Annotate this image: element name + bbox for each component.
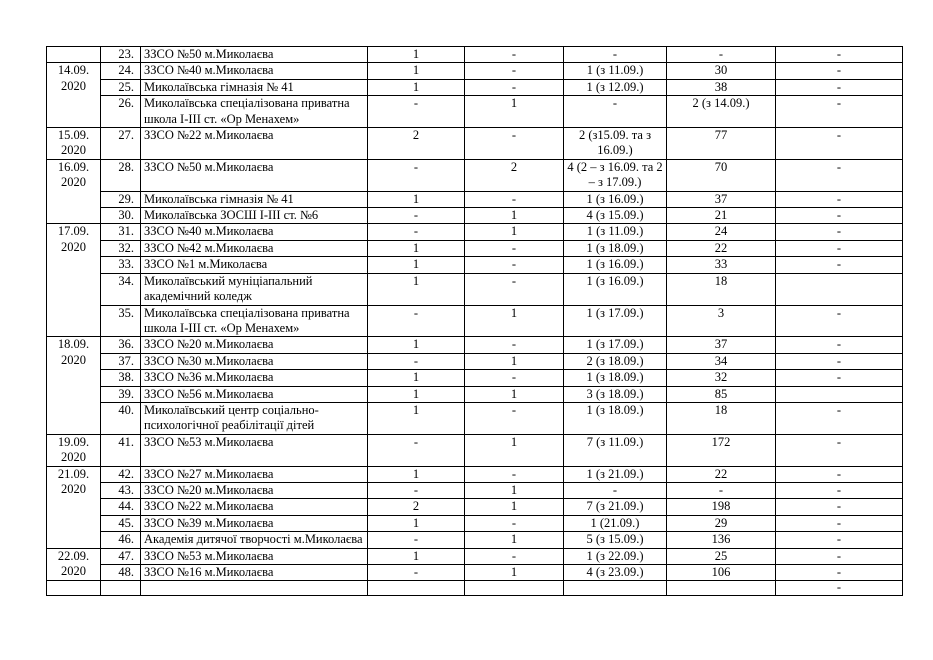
cell-b: -	[465, 79, 564, 95]
row-number: 28.	[101, 159, 141, 191]
table-row	[47, 515, 903, 531]
cell-a: 1	[368, 79, 465, 95]
cell-e: -	[776, 581, 903, 596]
cell-b: -	[465, 370, 564, 386]
cell-a: 1	[368, 240, 465, 256]
row-number: 40.	[101, 402, 141, 434]
cell-b: -	[465, 257, 564, 273]
institution-name: Миколаївська гімназія № 41	[141, 191, 368, 207]
cell-b: 2	[465, 159, 564, 191]
cell-e: -	[776, 224, 903, 240]
row-number: 39.	[101, 386, 141, 402]
cell-c: 2 (з15.09. та з 16.09.)	[564, 128, 667, 160]
row-number: 37.	[101, 353, 141, 369]
cell-a: 1	[368, 515, 465, 531]
date-cell: 17.09. 2020	[47, 224, 101, 337]
table-row	[47, 386, 903, 402]
table-row	[47, 257, 903, 273]
cell-e: -	[776, 79, 903, 95]
cell-e: -	[776, 208, 903, 224]
institution-name: ЗЗСО №50 м.Миколаєва	[141, 47, 368, 63]
cell-b: -	[465, 240, 564, 256]
cell-e: -	[776, 434, 903, 466]
cell-b: -	[465, 273, 564, 305]
cell-c: 1 (21.09.)	[564, 515, 667, 531]
table-row	[47, 159, 903, 191]
cell-c: -	[564, 482, 667, 498]
table-row	[47, 191, 903, 207]
cell-e: -	[776, 482, 903, 498]
cell-a: -	[368, 482, 465, 498]
cell-e	[776, 386, 903, 402]
institution-name: Миколаївська спеціалізована приватна школа І-ІІІ ст. «Ор Менахем»	[141, 96, 368, 128]
cell-d: 136	[667, 532, 776, 548]
cell-a: -	[368, 305, 465, 337]
cell-b: 1	[465, 499, 564, 515]
date-cell: 14.09. 2020	[47, 63, 101, 128]
cell-a: -	[368, 353, 465, 369]
cell-c: -	[564, 96, 667, 128]
row-number: 23.	[101, 47, 141, 63]
cell-b: -	[465, 466, 564, 482]
institution-name: Миколаївський центр соціально-психологічної реабілітації дітей	[141, 402, 368, 434]
institution-name: ЗЗСО №1 м.Миколаєва	[141, 257, 368, 273]
cell-d: 3	[667, 305, 776, 337]
cell-d: 33	[667, 257, 776, 273]
cell-c: 5 (з 15.09.)	[564, 532, 667, 548]
row-number: 42.	[101, 466, 141, 482]
cell-a: 1	[368, 370, 465, 386]
table-row	[47, 532, 903, 548]
cell-c: 1 (з 18.09.)	[564, 240, 667, 256]
cell-d: 77	[667, 128, 776, 160]
cell-d: -	[667, 47, 776, 63]
table-row	[47, 79, 903, 95]
cell-b: 1	[465, 386, 564, 402]
cell-d: 198	[667, 499, 776, 515]
cell-b: -	[465, 63, 564, 79]
row-number: 36.	[101, 337, 141, 353]
cell-a: -	[368, 224, 465, 240]
cell-d: 29	[667, 515, 776, 531]
date-cell: 19.09. 2020	[47, 434, 101, 466]
cell-e: -	[776, 257, 903, 273]
date-cell: 18.09. 2020	[47, 337, 101, 434]
table-row	[47, 305, 903, 337]
cell-c: 4 (з 23.09.)	[564, 565, 667, 581]
institution-name: ЗЗСО №22 м.Миколаєва	[141, 499, 368, 515]
cell-e: -	[776, 240, 903, 256]
cell-e: -	[776, 548, 903, 564]
institution-name: ЗЗСО №20 м.Миколаєва	[141, 337, 368, 353]
cell-e: -	[776, 499, 903, 515]
row-number: 41.	[101, 434, 141, 466]
cell-b: 1	[465, 224, 564, 240]
institution-name: ЗЗСО №42 м.Миколаєва	[141, 240, 368, 256]
cell-a: -	[368, 532, 465, 548]
cell-c: 1 (з 16.09.)	[564, 191, 667, 207]
row-number: 44.	[101, 499, 141, 515]
row-number: 27.	[101, 128, 141, 160]
institution-name: Миколаївський муніціапальний академічний коледж	[141, 273, 368, 305]
institution-name: Миколаївська гімназія № 41	[141, 79, 368, 95]
cell-d: -	[667, 482, 776, 498]
cell-c: 7 (з 21.09.)	[564, 499, 667, 515]
cell-b: 1	[465, 434, 564, 466]
institution-name: ЗЗСО №20 м.Миколаєва	[141, 482, 368, 498]
cell-c: 1 (з 11.09.)	[564, 63, 667, 79]
institution-name: Миколаївська ЗОСШ І-ІІІ ст. №6	[141, 208, 368, 224]
institution-name: ЗЗСО №30 м.Миколаєва	[141, 353, 368, 369]
date-cell: 16.09. 2020	[47, 159, 101, 224]
cell-a: 2	[368, 128, 465, 160]
cell-e: -	[776, 337, 903, 353]
cell-d: 38	[667, 79, 776, 95]
empty-cell	[47, 581, 101, 596]
cell-b: -	[465, 515, 564, 531]
cell-e: -	[776, 402, 903, 434]
table-row	[47, 370, 903, 386]
cell-d: 22	[667, 466, 776, 482]
cell-e: -	[776, 353, 903, 369]
cell-b: 1	[465, 565, 564, 581]
row-number: 38.	[101, 370, 141, 386]
table-row	[47, 96, 903, 128]
cell-d: 30	[667, 63, 776, 79]
row-number: 46.	[101, 532, 141, 548]
cell-a: -	[368, 96, 465, 128]
date-cell: 15.09. 2020	[47, 128, 101, 160]
cell-e: -	[776, 191, 903, 207]
cell-d: 21	[667, 208, 776, 224]
institution-name: ЗЗСО №16 м.Миколаєва	[141, 565, 368, 581]
row-number: 47.	[101, 548, 141, 564]
cell-d: 106	[667, 565, 776, 581]
cell-c: 1 (з 16.09.)	[564, 257, 667, 273]
cell-d: 37	[667, 337, 776, 353]
empty-cell	[141, 581, 368, 596]
cell-e: -	[776, 159, 903, 191]
institution-name: ЗЗСО №50 м.Миколаєва	[141, 159, 368, 191]
cell-c: 3 (з 18.09.)	[564, 386, 667, 402]
row-number: 31.	[101, 224, 141, 240]
cell-e: -	[776, 565, 903, 581]
cell-a: 1	[368, 337, 465, 353]
cell-b: -	[465, 47, 564, 63]
row-number: 33.	[101, 257, 141, 273]
table-row	[47, 565, 903, 581]
table-row	[47, 337, 903, 353]
row-number: 43.	[101, 482, 141, 498]
cell-a: 1	[368, 47, 465, 63]
row-number: 30.	[101, 208, 141, 224]
cell-a: -	[368, 565, 465, 581]
table-row	[47, 548, 903, 564]
cell-b: -	[465, 548, 564, 564]
cell-c: 1 (з 17.09.)	[564, 337, 667, 353]
institution-name: ЗЗСО №27 м.Миколаєва	[141, 466, 368, 482]
cell-d: 34	[667, 353, 776, 369]
cell-c: 1 (з 16.09.)	[564, 273, 667, 305]
row-number: 34.	[101, 273, 141, 305]
cell-b: 1	[465, 305, 564, 337]
cell-c: 1 (з 12.09.)	[564, 79, 667, 95]
row-number: 25.	[101, 79, 141, 95]
table-row	[47, 466, 903, 482]
cell-a: 1	[368, 257, 465, 273]
row-number: 45.	[101, 515, 141, 531]
institution-name: Миколаївська спеціалізована приватна школа І-ІІІ ст. «Ор Менахем»	[141, 305, 368, 337]
cell-a: -	[368, 159, 465, 191]
cell-a: 1	[368, 466, 465, 482]
table-row	[47, 499, 903, 515]
institution-name: ЗЗСО №56 м.Миколаєва	[141, 386, 368, 402]
cell-c: 4 (2 – з 16.09. та 2 – з 17.09.)	[564, 159, 667, 191]
institution-name: ЗЗСО №53 м.Миколаєва	[141, 548, 368, 564]
table-row	[47, 63, 903, 79]
cell-d: 172	[667, 434, 776, 466]
row-number: 35.	[101, 305, 141, 337]
cell-e: -	[776, 47, 903, 63]
cell-a: 1	[368, 402, 465, 434]
empty-cell	[368, 581, 465, 596]
cell-b: 1	[465, 532, 564, 548]
table-row	[47, 128, 903, 160]
institution-name: ЗЗСО №53 м.Миколаєва	[141, 434, 368, 466]
cell-d: 18	[667, 273, 776, 305]
institution-name: ЗЗСО №40 м.Миколаєва	[141, 63, 368, 79]
table-row	[47, 353, 903, 369]
cell-b: -	[465, 191, 564, 207]
row-number: 48.	[101, 565, 141, 581]
cell-e: -	[776, 63, 903, 79]
cell-a: 2	[368, 499, 465, 515]
table-row	[47, 482, 903, 498]
cell-b: 1	[465, 96, 564, 128]
document-page	[46, 46, 902, 596]
cell-e: -	[776, 128, 903, 160]
institution-name: ЗЗСО №36 м.Миколаєва	[141, 370, 368, 386]
row-number: 26.	[101, 96, 141, 128]
cell-b: -	[465, 128, 564, 160]
cell-b: 1	[465, 353, 564, 369]
cell-a: 1	[368, 63, 465, 79]
empty-cell	[564, 581, 667, 596]
cell-c: -	[564, 47, 667, 63]
cell-e: -	[776, 96, 903, 128]
cell-d: 32	[667, 370, 776, 386]
table-row	[47, 273, 903, 305]
empty-cell	[101, 581, 141, 596]
cell-e: -	[776, 515, 903, 531]
institution-name: ЗЗСО №40 м.Миколаєва	[141, 224, 368, 240]
cell-d: 18	[667, 402, 776, 434]
date-cell	[47, 47, 101, 63]
institution-name: Академія дитячої творчості м.Миколаєва	[141, 532, 368, 548]
table-row	[47, 224, 903, 240]
row-number: 32.	[101, 240, 141, 256]
cell-b: 1	[465, 482, 564, 498]
row-number: 24.	[101, 63, 141, 79]
cell-e: -	[776, 370, 903, 386]
cell-b: 1	[465, 208, 564, 224]
cell-d: 85	[667, 386, 776, 402]
cell-a: -	[368, 434, 465, 466]
date-cell: 22.09. 2020	[47, 548, 101, 581]
cell-c: 4 (з 15.09.)	[564, 208, 667, 224]
table-row	[47, 402, 903, 434]
cell-d: 70	[667, 159, 776, 191]
covid-cases-table	[46, 46, 903, 596]
institution-name: ЗЗСО №39 м.Миколаєва	[141, 515, 368, 531]
cell-c: 1 (з 18.09.)	[564, 402, 667, 434]
table-row	[47, 434, 903, 466]
table-row-empty	[47, 581, 903, 596]
date-cell: 21.09. 2020	[47, 466, 101, 548]
table-row	[47, 208, 903, 224]
cell-e: -	[776, 532, 903, 548]
table-row	[47, 240, 903, 256]
institution-name: ЗЗСО №22 м.Миколаєва	[141, 128, 368, 160]
cell-d: 25	[667, 548, 776, 564]
cell-c: 1 (з 22.09.)	[564, 548, 667, 564]
cell-e	[776, 273, 903, 305]
cell-c: 1 (з 17.09.)	[564, 305, 667, 337]
cell-c: 1 (з 11.09.)	[564, 224, 667, 240]
cell-a: 1	[368, 273, 465, 305]
cell-d: 2 (з 14.09.)	[667, 96, 776, 128]
cell-d: 22	[667, 240, 776, 256]
cell-c: 7 (з 11.09.)	[564, 434, 667, 466]
cell-e: -	[776, 466, 903, 482]
cell-c: 1 (з 18.09.)	[564, 370, 667, 386]
cell-a: 1	[368, 386, 465, 402]
cell-a: -	[368, 208, 465, 224]
cell-a: 1	[368, 548, 465, 564]
cell-d: 24	[667, 224, 776, 240]
table-row	[47, 47, 903, 63]
empty-cell	[465, 581, 564, 596]
cell-d: 37	[667, 191, 776, 207]
cell-a: 1	[368, 191, 465, 207]
empty-cell	[667, 581, 776, 596]
cell-e: -	[776, 305, 903, 337]
cell-c: 1 (з 21.09.)	[564, 466, 667, 482]
row-number: 29.	[101, 191, 141, 207]
cell-c: 2 (з 18.09.)	[564, 353, 667, 369]
cell-b: -	[465, 337, 564, 353]
cell-b: -	[465, 402, 564, 434]
